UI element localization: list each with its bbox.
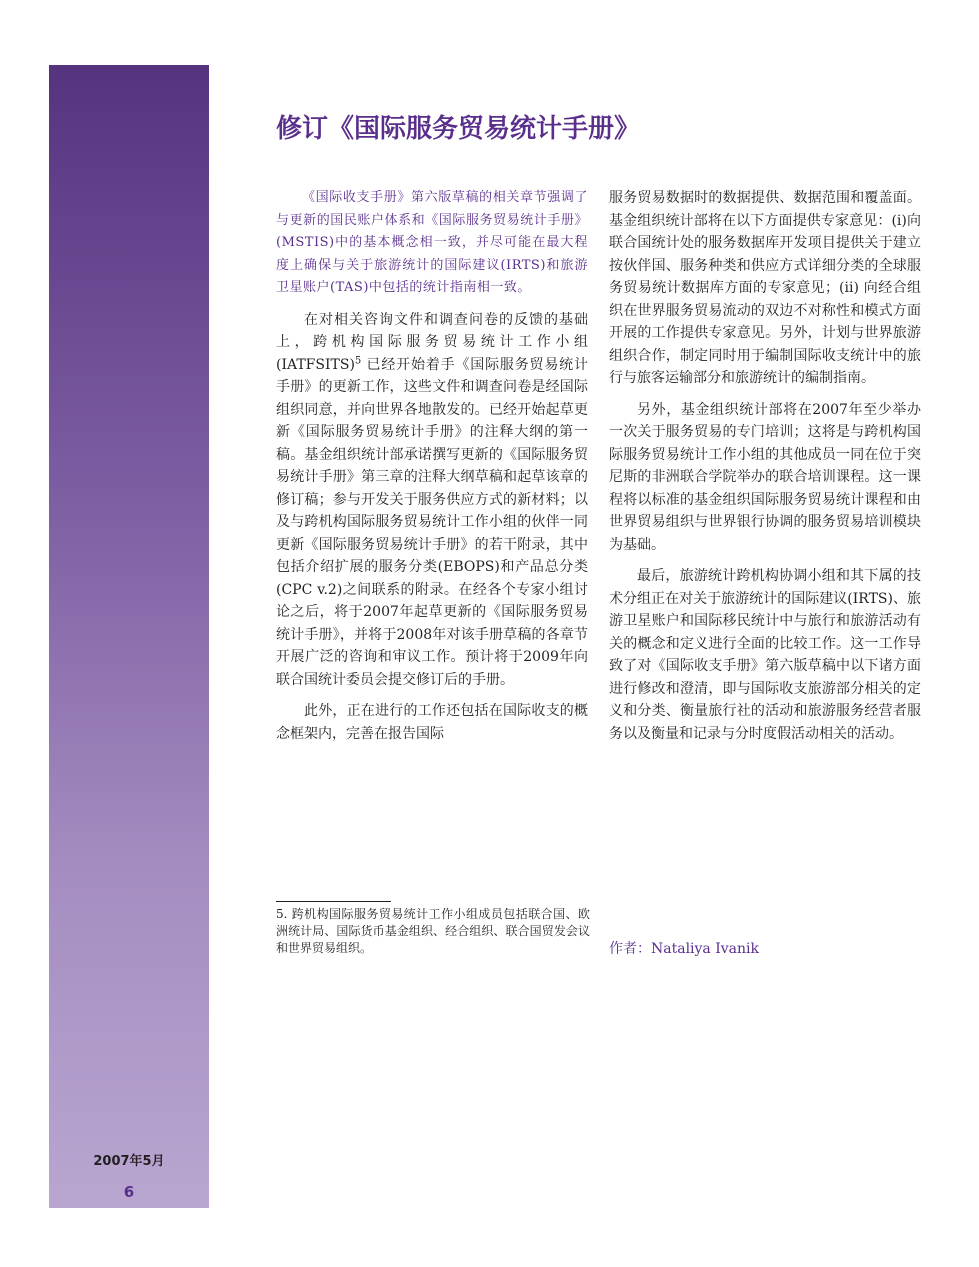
sidebar-band <box>49 65 209 1208</box>
paragraph-text: 已经开始着手《国际服务贸易统计手册》的更新工作，这些文件和调查问卷是经国际组织同意，并向世界各地散发的。已经开始起草更新《国际服务贸易统计手册》的注释大纲的第一稿。基金组织统计部承诺撰写更新的《国际服务贸易统计手册》第三章的注释大纲草稿和起草该章的修订稿；参与开发关于服务供应方式的新材料；以及与跨机构国际服务贸易统计工作小组的伙伴一同更新《国际服务贸易统计手册》的若干附录，其中包括介绍扩展的服务分类(EBOPS)和产品总分类(CPC v.2)之间联系的附录。在经各个专家小组讨论之后，将于2007年起草更新的《国际服务贸易统计手册》，并将于2008年对该手册草稿的各章节开展广泛的咨询和审议工作。预计将于2009年向联合国统计委员会提交修订后的手册。 <box>276 356 588 688</box>
lead-paragraph: 《国际收支手册》第六版草稿的相关章节强调了与更新的国民账户体系和《国际服务贸易统计手册》(MSTIS)中的基本概念相一致，并尽可能在最大程度上确保与关于旅游统计的国际建议(IRTS)和旅游卫星账户(TAS)中包括的统计指南相一致。 <box>276 190 588 295</box>
author-line: 作者：Nataliya Ivanik <box>609 941 759 957</box>
footnote: 5. 跨机构国际服务贸易统计工作小组成员包括联合国、欧洲统计局、国际货币基金组织、经合组织、联合国贸发会议和世界贸易组织。 <box>276 907 590 955</box>
page-title: 修订《国际服务贸易统计手册》 <box>276 114 641 144</box>
paragraph-text: 在对相关咨询文件和调查问卷的反馈的基础上，跨机构国际服务贸易统计工作小组(IATFSITS) <box>276 311 588 373</box>
footnote-marker: 5 <box>354 354 362 366</box>
body-paragraph: 另外，基金组织统计部将在2007年至少举办一次关于服务贸易的专门培训；这将是与跨机构国际服务贸易统计工作小组的其他成员一同在位于突尼斯的非洲联合学院举办的联合培训课程。这一课程将以标准的基金组织国际服务贸易统计课程和由世界贸易组织与世界银行协调的服务贸易培训模块为基础。 <box>609 401 921 553</box>
body-paragraph: 服务贸易数据时的数据提供、数据范围和覆盖面。基金组织统计部将在以下方面提供专家意见：(i)向联合国统计处的服务数据库开发项目提供关于建立按伙伴国、服务种类和供应方式详细分类的全球服务贸易统计数据库方面的专家意见；(ii) 向经合组织在世界服务贸易流动的双边不对称性和模式方面开展的工作提供专家意见。另外，计划与世界旅游组织合作，制定同时用于编制国际收支统计中的旅行与旅客运输部分和旅游统计的编制指南。 <box>609 190 921 386</box>
body-paragraph <box>276 309 588 692</box>
right-column <box>609 187 921 754</box>
page-number: 6 <box>123 1183 135 1201</box>
body-paragraph: 此外，正在进行的工作还包括在国际收支的概念框架内，完善在报告国际 <box>276 703 588 742</box>
body-paragraph: 最后，旅游统计跨机构协调小组和其下属的技术分组正在对关于旅游统计的国际建议(IRTS)、旅游卫星账户和国际移民统计中与旅行和旅游活动有关的概念和定义进行全面的比较工作。这一工作导致了对《国际收支手册》第六版草稿中以下诸方面进行修改和澄清，即与国际收支旅游部分相关的定义和分类、衡量旅行社的活动和旅游服务经营者服务以及衡量和记录与分时度假活动相关的活动。 <box>609 568 921 742</box>
footnote-rule <box>276 901 391 902</box>
left-column <box>276 187 588 754</box>
footer-date: 2007年5月 <box>93 1154 165 1169</box>
